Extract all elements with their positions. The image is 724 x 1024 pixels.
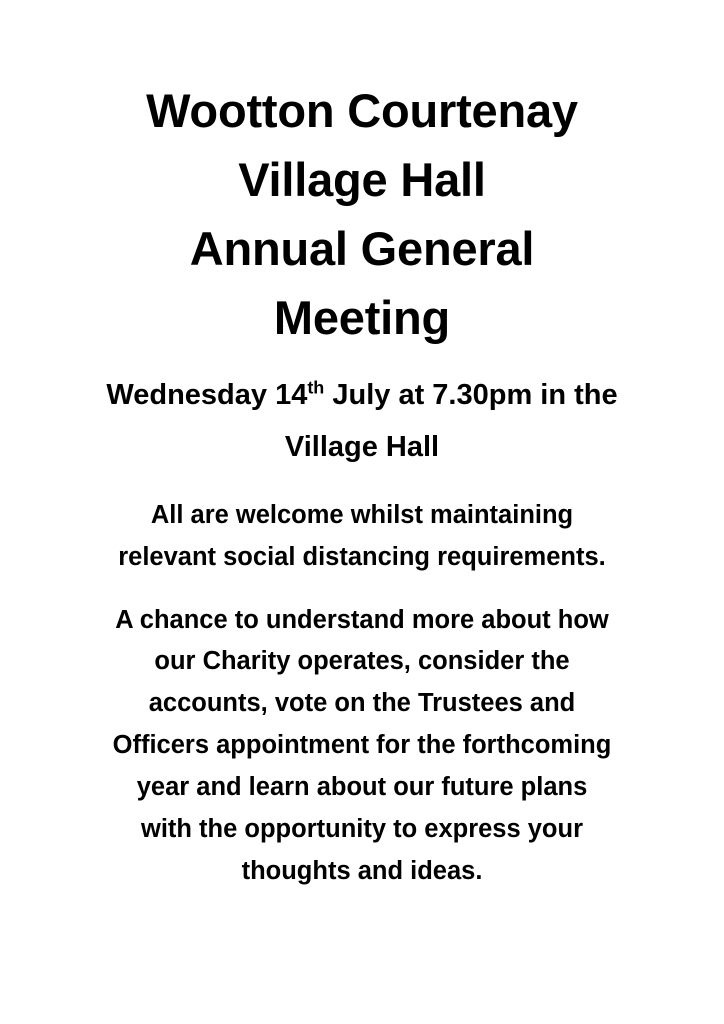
title-line-4: Meeting [273, 291, 451, 345]
poster-title [44, 76, 680, 352]
title-line-3: Annual General [189, 222, 535, 276]
title-line-2: Village Hall [238, 153, 486, 207]
body-line-6: with the opportunity to express your [140, 814, 584, 843]
title-line-1: Wootton Courtenay [146, 84, 578, 137]
welcome-note [44, 494, 680, 578]
meeting-date-prefix: Wednesday 14 [106, 379, 308, 412]
agenda-description [44, 600, 680, 893]
meeting-venue-line: Village Hall [284, 430, 440, 463]
date-ordinal-suffix: th [307, 377, 325, 398]
meeting-time-suffix: July at 7.30pm in the [324, 379, 618, 412]
body-line-1: A chance to understand more about how [115, 605, 609, 634]
body-line-2: our Charity operates, consider the [154, 647, 570, 676]
meeting-details [44, 370, 680, 473]
body-line-7: thoughts and ideas. [241, 856, 483, 885]
body-line-4: Officers appointment for the forthcoming [112, 731, 612, 760]
welcome-line-2: relevant social distancing requirements. [118, 542, 606, 571]
welcome-line-1: All are welcome whilst maintaining [150, 500, 574, 529]
meeting-datetime-line [44, 370, 680, 422]
body-line-5: year and learn about our future plans [136, 772, 588, 801]
body-line-3: accounts, vote on the Trustees and [148, 689, 576, 718]
